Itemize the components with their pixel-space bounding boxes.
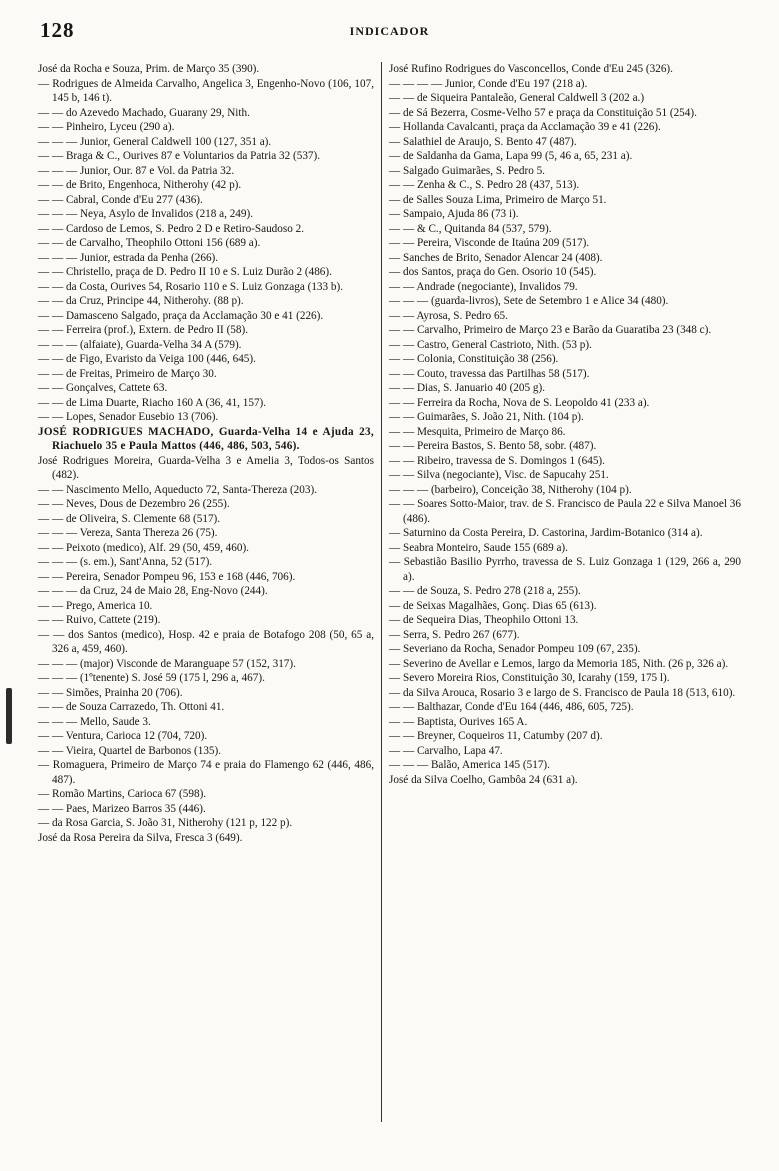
directory-entry: — — dos Santos (medico), Hosp. 42 e praia de Botafogo 208 (50, 65 a, 326 a, 459, 460). [38, 628, 374, 655]
right-column [389, 62, 741, 787]
directory-entry: — — de Souza, S. Pedro 278 (218 a, 255). [389, 585, 581, 597]
directory-entry: — — Pereira Bastos, S. Bento 58, sobr. (487). [389, 440, 597, 452]
directory-entry: — — Cabral, Conde d'Eu 277 (436). [38, 193, 203, 206]
directory-entry: — — — (1ºtenente) S. José 59 (175 l, 296 a, 467). [38, 672, 265, 684]
page-header [0, 0, 779, 60]
directory-entry: — Sebastião Basilio Pyrrho, travessa de S. Luiz Gonzaga 1 (129, 266 a, 290 a). [389, 556, 741, 583]
directory-entry: — — Andrade (negociante), Invalidos 79. [389, 280, 578, 293]
left-column [38, 62, 374, 845]
directory-entry: — — Ribeiro, travessa de S. Domingos 1 (645). [389, 454, 605, 467]
directory-entry: — — — Vereza, Santa Thereza 26 (75). [38, 527, 218, 539]
directory-entry: — — Balthazar, Conde d'Eu 164 (446, 486, 605, 725). [389, 701, 634, 713]
directory-entry: — — Simões, Prainha 20 (706). [38, 686, 183, 699]
directory-entry: José da Silva Coelho, Gambôa 24 (631 a). [389, 773, 578, 786]
directory-entry: — — Zenha & C., S. Pedro 28 (437, 513). [389, 179, 580, 191]
directory-entry: — — Cardoso de Lemos, S. Pedro 2 D e Retiro-Saudoso 2. [38, 222, 304, 235]
directory-entry: — — da Cruz, Principe 44, Nitherohy. (88 p). [38, 295, 244, 307]
directory-entry: — Hollanda Cavalcanti, praça da Acclamação 39 e 41 (226). [389, 121, 661, 133]
directory-entry: — — Ferreira da Rocha, Nova de S. Leopoldo 41 (233 a). [389, 396, 650, 409]
directory-entry: — Severiano da Rocha, Senador Pompeu 109 (67, 235). [389, 643, 641, 655]
directory-entry: — Rodrigues de Almeida Carvalho, Angelica 3, Engenho-Novo (106, 107, 145 b, 146 t). [38, 77, 374, 104]
directory-entry: José da Rocha e Souza, Prim. de Março 35 (390). [38, 63, 260, 75]
directory-entry: — — de Freitas, Primeiro de Março 30. [38, 367, 217, 380]
directory-entry: — — Castro, General Castrioto, Nith. (53 p). [389, 338, 592, 351]
directory-entry: — da Silva Arouca, Rosario 3 e largo de S. Francisco de Paula 18 (513, 610). [389, 686, 736, 699]
directory-entry: — — de Souza Carrazedo, Th. Ottoni 41. [38, 701, 225, 713]
directory-entry: — — Lopes, Senador Eusebio 13 (706). [38, 411, 219, 423]
directory-entry: — — — Junior, Our. 87 e Vol. da Patria 32. [38, 164, 235, 177]
directory-entry: JOSÉ RODRIGUES MACHADO, Guarda-Velha 14 e Ajuda 23, Riachuelo 35 e Paula Mattos (446, 486, 503, 546). [38, 425, 374, 452]
directory-entry: — de Saldanha da Gama, Lapa 99 (5, 46 a, 65, 231 a). [389, 150, 633, 162]
directory-entry: — — de Lima Duarte, Riacho 160 A (36, 41, 157). [38, 396, 267, 409]
directory-entry: — — — Junior, General Caldwell 100 (127, 351 a). [38, 135, 272, 148]
directory-entry: — Sanches de Brito, Senador Alencar 24 (408). [389, 251, 603, 264]
directory-entry: — — Couto, travessa das Partilhas 58 (517). [389, 367, 590, 380]
directory-entry: José Rodrigues Moreira, Guarda-Velha 3 e Amelia 3, Todos-os Santos (482). [38, 454, 374, 481]
directory-entry: — — Nascimento Mello, Aqueducto 72, Santa-Thereza (203). [38, 483, 317, 496]
directory-entry: — Salathiel de Araujo, S. Bento 47 (487). [389, 135, 577, 148]
directory-entry: — — — (barbeiro), Conceição 38, Nitherohy (104 p). [389, 483, 632, 496]
directory-entry: — — Ventura, Carioca 12 (704, 720). [38, 730, 208, 742]
directory-entry: — — de Oliveira, S. Clemente 68 (517). [38, 512, 221, 525]
directory-entry: — — Ruivo, Cattete (219). [38, 614, 161, 626]
directory-entry: — — Guimarães, S. João 21, Nith. (104 p). [389, 411, 584, 423]
directory-entry: — — — Mello, Saude 3. [38, 715, 151, 728]
directory-entry: — — — (major) Visconde de Maranguape 57 (152, 317). [38, 657, 296, 670]
directory-entry: — — Colonia, Constituição 38 (256). [389, 353, 559, 365]
directory-entry: — — Dias, S. Januario 40 (205 g). [389, 382, 545, 394]
directory-entry: — de Salles Souza Lima, Primeiro de Março 51. [389, 193, 607, 206]
directory-entry: — — Prego, America 10. [38, 599, 153, 612]
directory-entry: — Romão Martins, Carioca 67 (598). [38, 788, 207, 800]
directory-entry: — — — (guarda-livros), Sete de Setembro 1 e Alice 34 (480). [389, 295, 669, 307]
directory-entry: José Rufino Rodrigues do Vasconcellos, Conde d'Eu 245 (326). [389, 63, 673, 75]
directory-entry: — da Rosa Garcia, S. João 31, Nitherohy (121 p, 122 p). [38, 817, 293, 829]
directory-entry: — — Neves, Dous de Dezembro 26 (255). [38, 498, 230, 510]
directory-entry: — — Peixoto (medico), Alf. 29 (50, 459, 460). [38, 541, 249, 554]
directory-entry: — — Vieira, Quartel de Barbonos (135). [38, 744, 222, 757]
directory-entry: — — Damasceno Salgado, praça da Acclamação 30 e 41 (226). [38, 309, 324, 322]
directory-entry: — Severino de Avellar e Lemos, largo da Memoria 185, Nith. (26 p, 326 a). [389, 657, 729, 670]
directory-entry: — dos Santos, praça do Gen. Osorio 10 (545). [389, 266, 597, 278]
directory-entry: — Seabra Monteiro, Saude 155 (689 a). [389, 541, 568, 554]
directory-entry: — — Baptista, Ourives 165 A. [389, 715, 528, 728]
directory-entry: — — & C., Quitanda 84 (537, 579). [389, 222, 552, 235]
directory-entry: — — Ayrosa, S. Pedro 65. [389, 309, 508, 322]
directory-entry: — — Mesquita, Primeiro de Março 86. [389, 425, 566, 438]
directory-entry: — — — (alfaiate), Guarda-Velha 34 A (579). [38, 338, 242, 351]
running-title: INDICADOR [349, 24, 430, 38]
directory-entry: — — Soares Sotto-Maior, trav. de S. Francisco de Paula 22 e Silva Manoel 36 (486). [389, 498, 741, 525]
directory-entry: — — Carvalho, Lapa 47. [389, 744, 503, 757]
directory-entry: — — Paes, Marizeo Barros 35 (446). [38, 802, 206, 815]
directory-entry: — de Seixas Magalhães, Gonç. Dias 65 (613). [389, 599, 597, 612]
directory-entry: — — Ferreira (prof.), Extern. de Pedro II (58). [38, 324, 249, 336]
directory-entry: — Salgado Guimarães, S. Pedro 5. [389, 164, 545, 177]
directory-entry: — — Breyner, Coqueiros 11, Catumby (207 d). [389, 730, 603, 742]
directory-entry: — — Pinheiro, Lyceu (290 a). [38, 121, 175, 133]
directory-entry: — — Pereira, Senador Pompeu 96, 153 e 168 (446, 706). [38, 570, 296, 583]
directory-entry: — — — — Junior, Conde d'Eu 197 (218 a). [389, 77, 588, 90]
directory-entry: — Saturnino da Costa Pereira, D. Castorina, Jardim-Botanico (314 a). [389, 527, 703, 539]
directory-entry: — — — Junior, estrada da Penha (266). [38, 251, 219, 264]
page-number: 128 [40, 18, 75, 42]
directory-entry: — — — Neya, Asylo de Invalidos (218 a, 249). [38, 208, 254, 220]
directory-entry: — — — (s. em.), Sant'Anna, 52 (517). [38, 556, 213, 568]
directory-entry: — — de Figo, Evaristo da Veiga 100 (446, 645). [38, 353, 256, 365]
directory-entry: — — Gonçalves, Cattete 63. [38, 382, 168, 394]
directory-entry: — Romaguera, Primeiro de Março 74 e praia do Flamengo 62 (446, 486, 487). [38, 759, 374, 786]
directory-entry: — — Silva (negociante), Visc. de Sapucahy 251. [389, 469, 609, 481]
directory-entry: — Sampaio, Ajuda 86 (73 i). [389, 208, 519, 220]
directory-entry: — — Christello, praça de D. Pedro II 10 e S. Luiz Durão 2 (486). [38, 266, 332, 278]
directory-entry: — — de Brito, Engenhoca, Nitherohy (42 p). [38, 179, 242, 191]
directory-entry: — — do Azevedo Machado, Guarany 29, Nith. [38, 106, 250, 119]
directory-entry: — — da Costa, Ourives 54, Rosario 110 e S. Luiz Gonzaga (133 b). [38, 280, 344, 293]
directory-entry: — — — da Cruz, 24 de Maio 28, Eng-Novo (244). [38, 585, 268, 597]
directory-entry: — de Sequeira Dias, Theophilo Ottoni 13. [389, 614, 579, 626]
directory-entry: — Severo Moreira Rios, Constituição 30, Icarahy (159, 175 l). [389, 672, 670, 684]
directory-entry: — — Pereira, Visconde de Itaúna 209 (517). [389, 237, 590, 249]
directory-entry: — — de Carvalho, Theophilo Ottoni 156 (689 a). [38, 237, 261, 249]
directory-entry: — — — Balão, America 145 (517). [389, 759, 550, 771]
directory-entry: José da Rosa Pereira da Silva, Fresca 3 (649). [38, 831, 243, 844]
directory-entry: — de Sá Bezerra, Cosme-Velho 57 e praça da Constituição 51 (254). [389, 106, 697, 119]
binding-edge-mark [6, 688, 12, 744]
directory-entry: — Serra, S. Pedro 267 (677). [389, 628, 520, 641]
directory-entry: — — Braga & C., Ourives 87 e Voluntarios da Patria 32 (537). [38, 150, 321, 162]
directory-entry: — — de Siqueira Pantaleão, General Caldwell 3 (202 a.) [389, 92, 645, 104]
directory-entry: — — Carvalho, Primeiro de Março 23 e Barão da Guaratiba 23 (348 c). [389, 324, 712, 336]
column-divider [381, 62, 382, 1122]
